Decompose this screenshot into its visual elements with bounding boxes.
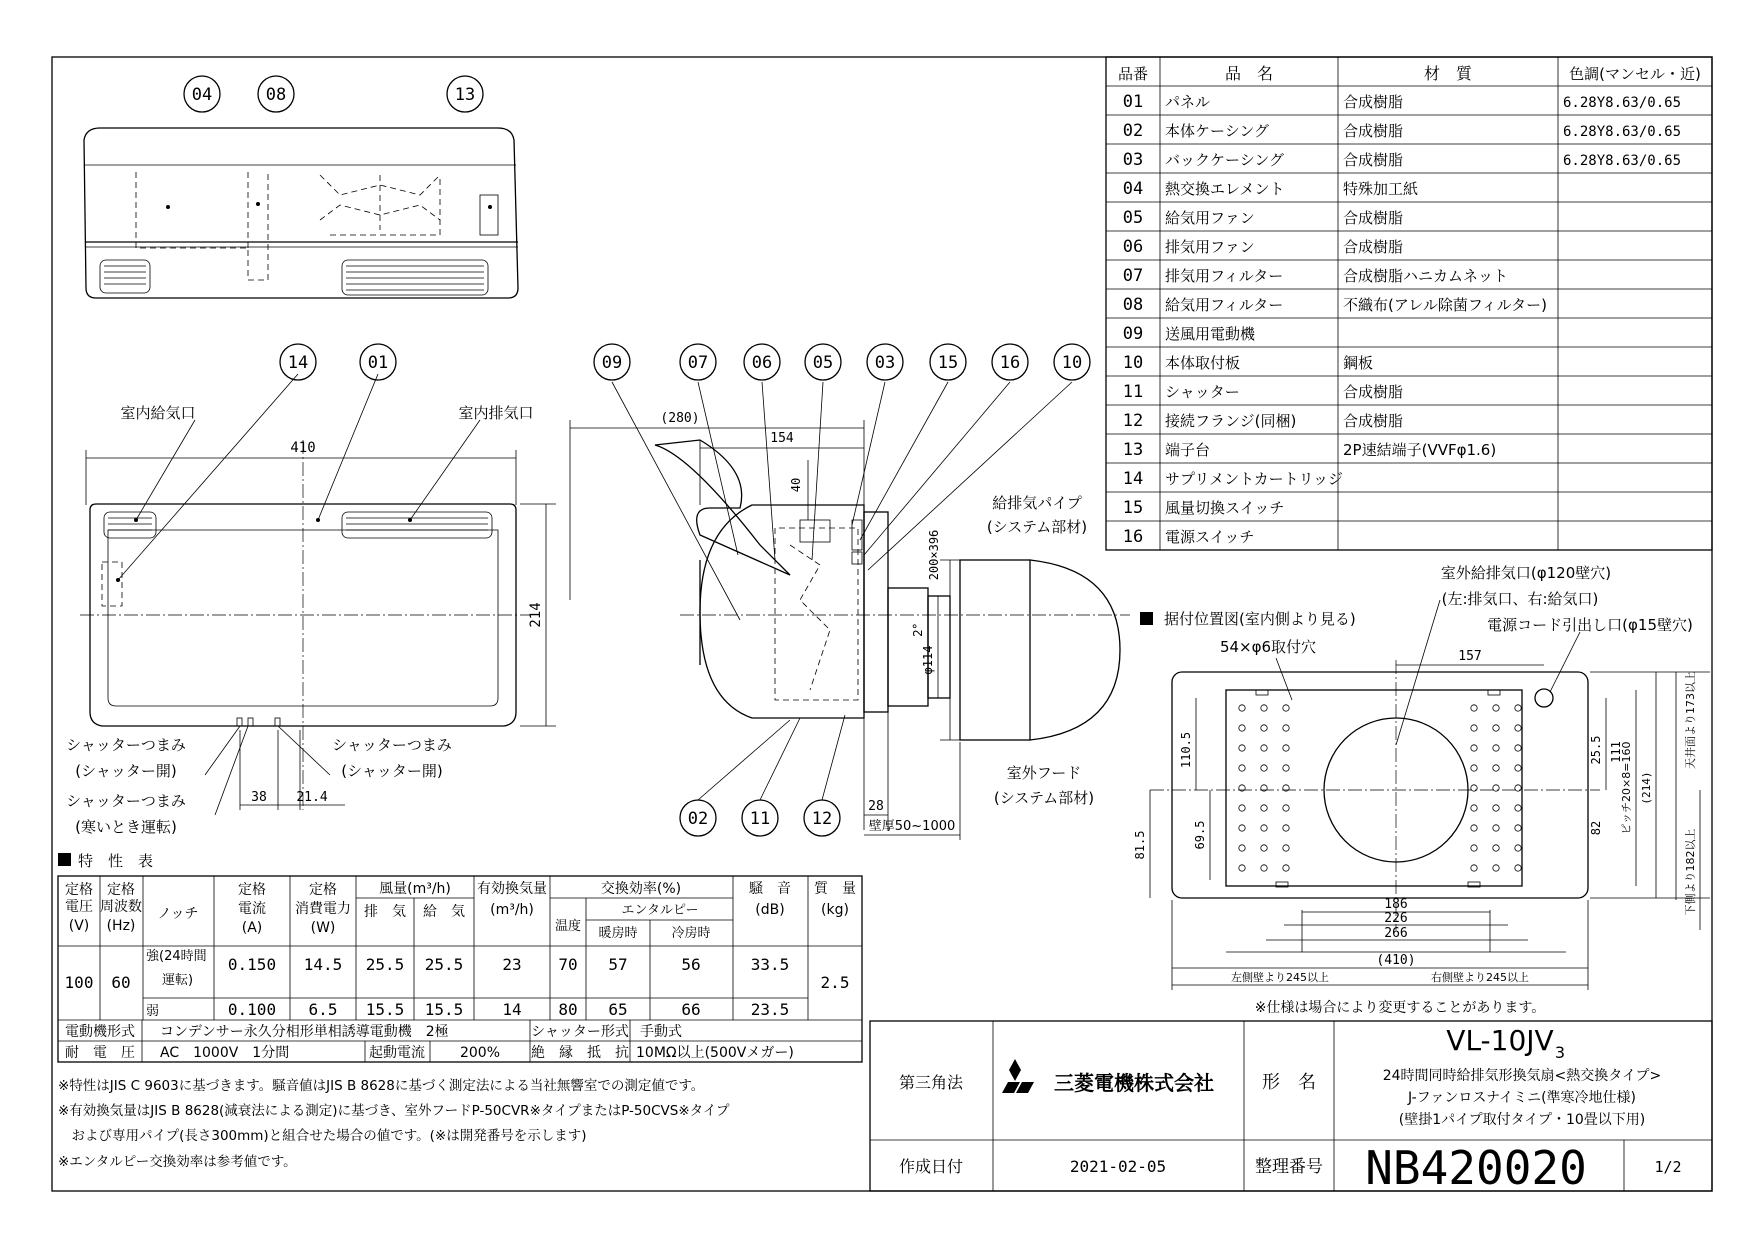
mount-hole-icon	[1515, 785, 1521, 791]
dim-154: 154	[770, 431, 794, 446]
mount-hole-icon	[1283, 725, 1289, 731]
label: (Hz)	[106, 918, 136, 934]
label: 強(24時間	[146, 949, 207, 964]
model-subscript: 3	[1554, 1043, 1566, 1062]
footnote: ※エンタルピー交換効率は参考値です。	[58, 1154, 297, 1170]
parts-row-no: 12	[1122, 411, 1144, 431]
mount-hole-icon	[1471, 825, 1477, 831]
parts-row-material: 2P速結端子(VVFφ1.6)	[1343, 441, 1497, 459]
model-number: VL-10JV	[1446, 1024, 1554, 1057]
parts-row-name: 接続フランジ(同梱)	[1165, 412, 1297, 430]
parts-row-material: 合成樹脂	[1343, 383, 1404, 401]
dim-69-5: 69.5	[1193, 820, 1207, 850]
parts-row-name: シャッター	[1165, 383, 1240, 401]
label: 有効換気量	[477, 881, 547, 897]
mount-hole-icon	[1283, 705, 1289, 711]
dim-280: (280)	[660, 411, 700, 426]
mount-hole-icon	[1261, 725, 1267, 731]
mount-hole-icon	[1471, 865, 1477, 871]
label: 65	[608, 1000, 628, 1019]
mount-hole-icon	[1471, 805, 1477, 811]
label: 定格	[238, 882, 266, 898]
label: 15.5	[365, 1000, 405, 1019]
label: (W)	[310, 920, 336, 936]
balloon-number: 04	[191, 85, 213, 105]
label: 温度	[554, 919, 582, 934]
balloon-number: 15	[937, 353, 959, 373]
label: 定格	[309, 882, 337, 898]
label: 23	[502, 955, 522, 974]
mount-hole-icon	[1283, 825, 1289, 831]
label: 冷房時	[671, 926, 711, 941]
dim-28: 28	[868, 799, 884, 814]
label: 23.5	[750, 1000, 790, 1019]
mount-hole-icon	[1261, 705, 1267, 711]
parts-row-material: 合成樹脂	[1343, 151, 1404, 169]
label: 運転)	[162, 973, 194, 988]
mount-hole-icon	[1493, 845, 1499, 851]
label: 2.5	[820, 973, 850, 992]
label: 定格	[65, 882, 93, 898]
parts-row-no: 07	[1122, 266, 1144, 286]
parts-row-name: 排気用ファン	[1165, 238, 1255, 256]
right-wall: 右側壁より245以上	[1431, 971, 1529, 984]
dim-angle: 2°	[911, 623, 925, 637]
label: 手動式	[640, 1024, 682, 1040]
mount-hole-icon	[1283, 745, 1289, 751]
mount-hole-icon	[1471, 765, 1477, 771]
company-name: 三菱電機株式会社	[1054, 1071, 1214, 1095]
mitsubishi-logo-icon	[1002, 1059, 1034, 1093]
mount-hole-icon	[1471, 785, 1477, 791]
label: 定格	[107, 882, 135, 898]
parts-row-name: 給気用フィルター	[1165, 296, 1284, 314]
dim-21-4: 21.4	[296, 790, 328, 805]
dim-226: 226	[1384, 911, 1408, 926]
mount-hole-icon	[1515, 725, 1521, 731]
mount-hole-icon	[1261, 865, 1267, 871]
label: 60	[111, 973, 131, 992]
shutter-knob-sub: (シャッター開)	[341, 762, 443, 780]
pipe-sub: (システム部材)	[986, 518, 1088, 536]
label: 25.5	[365, 955, 405, 974]
spec-note: ※仕様は場合により変更することがあります。	[1254, 1000, 1546, 1016]
dim-111: 111	[1609, 741, 1623, 763]
mount-hole-icon	[1283, 765, 1289, 771]
mount-hole-icon	[1493, 765, 1499, 771]
label: 57	[608, 955, 628, 974]
label: (dB)	[755, 902, 785, 918]
label: (m³/h)	[490, 902, 534, 918]
parts-row-no: 16	[1122, 527, 1144, 547]
parts-row-no: 09	[1122, 324, 1144, 344]
parts-row-no: 15	[1122, 498, 1144, 518]
mount-hole-icon	[1515, 865, 1521, 871]
parts-row-name: 給気用ファン	[1165, 209, 1255, 227]
parts-row-name: 電源スイッチ	[1165, 528, 1255, 546]
balloon-number: 02	[687, 809, 709, 829]
mount-hole-icon	[1261, 745, 1267, 751]
parts-row-no: 03	[1122, 150, 1144, 170]
mount-hole-icon	[1515, 845, 1521, 851]
label: 6.5	[308, 1000, 338, 1019]
parts-row-no: 06	[1122, 237, 1144, 257]
dim-214: (214)	[1640, 771, 1653, 805]
parts-header-name: 品 名	[1224, 64, 1274, 83]
label: エンタルピー	[621, 903, 699, 918]
parts-header-no: 品番	[1117, 65, 1149, 83]
balloon-number: 06	[751, 353, 773, 373]
parts-row-name: 熱交換エレメント	[1165, 180, 1285, 198]
dim-110-5: 110.5	[1179, 731, 1193, 769]
mount-hole-icon	[1471, 845, 1477, 851]
label: 10MΩ以上(500Vメガー)	[636, 1045, 794, 1061]
balloon-number: 08	[265, 85, 287, 105]
mount-hole-icon	[1493, 725, 1499, 731]
mount-hole-icon	[1493, 825, 1499, 831]
footnote: および専用パイプ(長さ300mm)と組合せた場合の値です。(※は開発番号を示します)	[58, 1128, 587, 1144]
parts-row-name: パネル	[1165, 93, 1211, 111]
mount-hole-icon	[1239, 845, 1245, 851]
parts-row-material: 合成樹脂	[1343, 412, 1404, 430]
parts-row-color: 6.28Y8.63/0.65	[1563, 95, 1682, 111]
label: 給 気	[423, 904, 465, 920]
footnote: ※有効換気量はJIS B 8628(減衰法による測定)に基づき、室外フードP-50CVR※タイプまたはP-50CVS※タイプ	[58, 1103, 730, 1119]
outdoor-port-sub: (左:排気口、右:給気口)	[1441, 590, 1599, 608]
label: 排 気	[364, 904, 406, 920]
parts-row-material: 鋼板	[1343, 354, 1374, 372]
balloon-number: 11	[749, 809, 771, 829]
mount-hole-icon	[1471, 705, 1477, 711]
label: 周波数	[100, 899, 142, 915]
mount-hole-icon	[1283, 865, 1289, 871]
number-label: 整理番号	[1255, 1157, 1323, 1177]
parts-row-no: 04	[1122, 179, 1144, 199]
mount-hole-icon	[1493, 805, 1499, 811]
mount-hole-icon	[1515, 825, 1521, 831]
label: 絶 縁 抵 抗	[531, 1045, 629, 1061]
dim-38: 38	[251, 790, 267, 805]
label: 0.100	[227, 1000, 277, 1019]
label: 100	[64, 973, 94, 992]
mount-hole-icon	[1515, 805, 1521, 811]
mount-hole-icon	[1261, 765, 1267, 771]
mount-hole-icon	[1261, 845, 1267, 851]
parts-row-name: サプリメントカートリッジ	[1165, 470, 1344, 488]
label: 14	[502, 1000, 522, 1019]
mount-hole-icon	[1515, 765, 1521, 771]
balloon-number: 05	[812, 353, 834, 373]
balloon-number: 16	[999, 353, 1021, 373]
mount-hole-icon	[1471, 725, 1477, 731]
label: 66	[681, 1000, 701, 1019]
date-value: 2021-02-05	[1069, 1157, 1167, 1176]
parts-row-name: 風量切換スイッチ	[1165, 499, 1285, 517]
parts-row-no: 02	[1122, 121, 1144, 141]
dim-ceiling: 天井面より173以上	[1684, 671, 1697, 769]
install-square-icon	[1140, 612, 1153, 625]
dim-266: 266	[1384, 926, 1408, 941]
mount-hole-icon	[1239, 725, 1245, 731]
parts-row-color: 6.28Y8.63/0.65	[1563, 153, 1682, 169]
dim-114: φ114	[921, 645, 935, 675]
mount-hole-icon	[1283, 805, 1289, 811]
parts-row-no: 01	[1122, 92, 1144, 112]
mount-hole-icon	[1471, 745, 1477, 751]
spec-title: 特 性 表	[78, 852, 154, 870]
balloon-number: 14	[287, 353, 309, 373]
label: 14.5	[303, 955, 343, 974]
parts-row-no: 14	[1122, 469, 1144, 489]
parts-row-material: 合成樹脂	[1343, 238, 1404, 256]
install-title: 据付位置図(室内側より見る)	[1164, 610, 1356, 628]
mount-hole-icon	[1239, 825, 1245, 831]
label: 暖房時	[598, 926, 638, 941]
parts-row-material: 合成樹脂	[1343, 122, 1404, 140]
dim-floor: 下側より182以上	[1684, 828, 1697, 916]
label: 25.5	[424, 955, 464, 974]
balloon-number: 09	[601, 353, 623, 373]
label: 電動機形式	[65, 1024, 135, 1040]
top-view	[84, 128, 518, 298]
hood-sub: (システム部材)	[993, 789, 1095, 807]
install-holes: 54×φ6取付穴	[1219, 638, 1317, 656]
dim-410: (410)	[1376, 953, 1416, 968]
spec-square-icon	[58, 853, 71, 866]
parts-row-material: 合成樹脂	[1343, 209, 1404, 227]
parts-row-no: 10	[1122, 353, 1144, 373]
parts-row-name: 本体取付板	[1165, 354, 1241, 372]
label: 消費電力	[295, 901, 351, 917]
mount-hole-icon	[1239, 805, 1245, 811]
balloon-number: 12	[811, 809, 833, 829]
mount-hole-icon	[1239, 705, 1245, 711]
label: シャッター形式	[531, 1024, 629, 1040]
drawing-number: NB420020	[1365, 1141, 1587, 1195]
label: コンデンサー永久分相形単相誘導電動機 2極	[160, 1024, 449, 1040]
mount-hole-icon	[1515, 705, 1521, 711]
dim-82: 82	[1589, 820, 1603, 836]
mount-hole-icon	[1493, 785, 1499, 791]
label: (A)	[241, 920, 263, 936]
dim-200-396: 200×396	[927, 529, 941, 581]
model-label: 形 名	[1262, 1072, 1316, 1093]
outdoor-port: 室外給排気口(φ120壁穴)	[1440, 564, 1612, 582]
mount-hole-icon	[1239, 765, 1245, 771]
label: 200%	[459, 1045, 501, 1061]
left-wall: 左側壁より245以上	[1231, 971, 1329, 984]
dim-pitch: ピッチ20×8=160	[1620, 741, 1633, 835]
balloon-number: 03	[874, 353, 896, 373]
model-desc: (壁掛1パイプ取付タイプ・10畳以下用)	[1398, 1112, 1646, 1128]
mount-hole-icon	[1493, 745, 1499, 751]
parts-row-no: 13	[1122, 440, 1144, 460]
parts-row-name: 本体ケーシング	[1165, 122, 1270, 140]
indoor-supply-label: 室内給気口	[120, 404, 196, 422]
mount-hole-icon	[1515, 745, 1521, 751]
parts-header-material: 材 質	[1423, 64, 1473, 83]
model-desc: 24時間同時給排気形換気扇<熱交換タイプ>	[1382, 1068, 1662, 1084]
dim-157: 157	[1458, 649, 1482, 664]
mount-hole-icon	[1261, 825, 1267, 831]
label: 80	[558, 1000, 578, 1019]
date-label: 作成日付	[898, 1157, 964, 1176]
mount-hole-icon	[1493, 705, 1499, 711]
label: 33.5	[750, 955, 790, 974]
label: 70	[558, 955, 578, 974]
mount-hole-icon	[1239, 865, 1245, 871]
balloon-number: 10	[1061, 353, 1083, 373]
parts-row-material: 特殊加工紙	[1343, 180, 1419, 198]
shutter-knob-sub: (シャッター開)	[75, 762, 177, 780]
dim-height: 214	[528, 602, 544, 628]
dim-81-5: 81.5	[1133, 830, 1147, 860]
parts-row-name: 端子台	[1165, 441, 1211, 459]
pipe-label: 給排気パイプ	[992, 494, 1082, 512]
shutter-knob-label: シャッターつまみ	[332, 736, 452, 754]
model-desc: J-ファンロスナイミニ(準寒冷地仕様)	[1407, 1090, 1637, 1106]
label: 15.5	[424, 1000, 464, 1019]
label: AC 1000V 1分間	[160, 1045, 290, 1061]
dim-186: 186	[1384, 897, 1408, 912]
mount-hole-icon	[1239, 745, 1245, 751]
label: (V)	[68, 918, 90, 934]
parts-row-material: 合成樹脂	[1343, 93, 1404, 111]
label: ノッチ	[157, 906, 199, 922]
indoor-exhaust-label: 室内排気口	[458, 404, 534, 422]
cord-exit: 電源コード引出し口(φ15壁穴)	[1487, 616, 1693, 634]
parts-row-material: 不織布(アレル除菌フィルター)	[1343, 296, 1547, 314]
parts-row-no: 11	[1122, 382, 1144, 402]
label: 起動電流	[369, 1045, 425, 1061]
parts-row-name: 送風用電動機	[1165, 325, 1256, 343]
mount-hole-icon	[1493, 865, 1499, 871]
label: (kg)	[821, 902, 849, 918]
label: 質 量	[814, 881, 856, 897]
label: 0.150	[227, 955, 277, 974]
parts-row-no: 08	[1122, 295, 1144, 315]
parts-row-name: 排気用フィルター	[1165, 267, 1284, 285]
balloon-number: 07	[687, 353, 709, 373]
label: 風量(m³/h)	[379, 881, 451, 897]
mount-hole-icon	[1261, 805, 1267, 811]
wall-thickness: 壁厚50~1000	[868, 819, 956, 834]
parts-row-no: 05	[1122, 208, 1144, 228]
dim-40: 40	[789, 477, 803, 493]
shutter-knob-label: シャッターつまみ	[66, 792, 186, 810]
parts-row-material: 合成樹脂ハニカムネット	[1343, 267, 1509, 285]
hood-label: 室外フード	[1006, 764, 1082, 782]
label: 電圧	[65, 899, 93, 915]
label: 耐 電 圧	[65, 1045, 135, 1061]
parts-header-color: 色調(マンセル・近)	[1569, 65, 1701, 83]
dim-25-5: 25.5	[1589, 735, 1603, 765]
balloon-number: 13	[454, 85, 476, 105]
label: 交換効率(%)	[600, 881, 682, 897]
label: 電流	[238, 901, 266, 917]
parts-row-color: 6.28Y8.63/0.65	[1563, 124, 1682, 140]
projection-label: 第三角法	[898, 1073, 964, 1092]
shutter-knob-label: シャッターつまみ	[66, 736, 186, 754]
dim-width: 410	[290, 440, 316, 456]
shutter-knob-sub: (寒いとき運転)	[75, 818, 177, 836]
balloon-number: 01	[367, 353, 389, 373]
label: 弱	[146, 1004, 160, 1019]
footnote: ※特性はJIS C 9603に基づきます。騒音値はJIS B 8628に基づく測定法による当社無響室での測定値です。	[58, 1078, 705, 1094]
label: 56	[681, 955, 701, 974]
parts-row-name: バックケーシング	[1165, 151, 1285, 169]
label: 騒 音	[749, 881, 791, 897]
mount-hole-icon	[1283, 845, 1289, 851]
page-number: 1/2	[1654, 1158, 1682, 1176]
